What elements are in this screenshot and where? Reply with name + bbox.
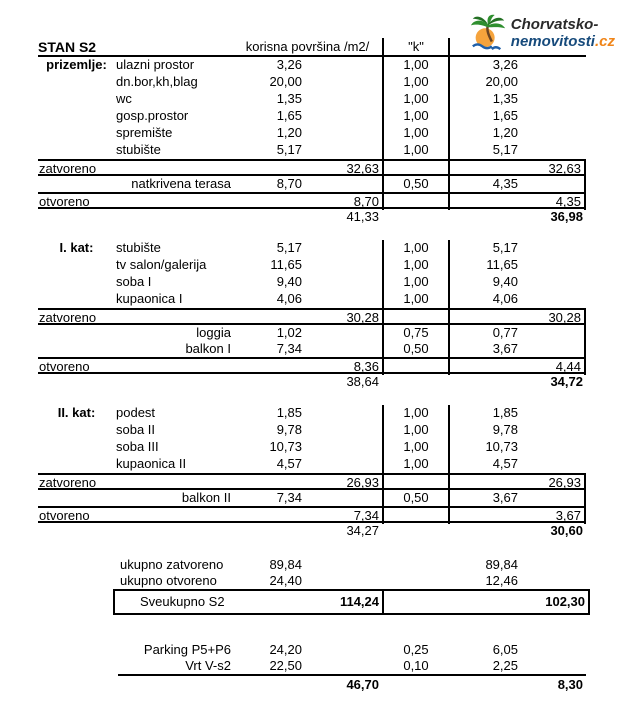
col-header-area: korisna površina /m2/ [245,39,370,54]
zatvoreno-subtotal-row [38,159,586,176]
floor-label [38,456,115,473]
room-k: 1,00 [382,240,450,257]
empty-cell [520,142,586,159]
room-name: gosp.prostor [116,108,189,123]
room-name: wc [116,91,132,106]
section-totals-row [38,374,586,391]
empty-cell [520,456,586,473]
open-room-k: 0,50 [382,341,450,357]
room-row [38,240,586,257]
summary-row [38,573,586,589]
open-room-k: 0,50 [382,176,450,192]
spacer [38,226,586,240]
empty-cell [450,194,520,210]
room-name: spremište [116,125,173,140]
empty-cell [303,405,382,422]
page-title: STAN S2 [38,39,97,55]
empty-cell [520,125,586,142]
empty-cell [520,405,586,422]
extras-block [38,642,586,694]
room-result: 1,35 [492,91,518,106]
empty-cell [303,642,382,658]
empty-cell [303,125,382,142]
extras-result: 2,25 [492,658,518,673]
open-room-k: 0,75 [382,325,450,341]
zatvoreno-label: zatvoreno [39,310,97,325]
section-totals-row [38,523,586,540]
room-k: 1,00 [382,274,450,291]
room-result: 4,06 [492,291,518,306]
empty-cell [233,475,303,491]
open-room-row [38,341,586,357]
room-k: 1,00 [382,439,450,456]
grand-total-result: 102,30 [545,594,585,609]
brand-name-bottom: nemovitosti [510,33,595,50]
room-row [38,57,586,74]
section-totals-row [38,209,586,226]
empty-cell [520,557,586,573]
empty-cell [450,209,520,226]
brand-name-top: Chorvatsko- [510,16,599,33]
room-name: soba I [116,274,152,289]
zatvoreno-area: 26,93 [346,475,379,490]
room-row [38,257,586,274]
empty-cell [520,658,586,674]
extras-area: 22,50 [269,658,302,673]
empty-cell [38,573,115,589]
empty-cell [38,374,233,391]
empty-cell [450,359,520,375]
room-k: 1,00 [382,422,450,439]
empty-cell [520,176,586,192]
room-area: 4,57 [276,456,302,471]
empty-cell [303,291,382,308]
room-k: 1,00 [382,91,450,108]
zatvoreno-result: 30,28 [520,310,586,326]
empty-cell [520,291,586,308]
summary-area: 24,40 [269,573,302,588]
room-k: 1,00 [382,125,450,142]
empty-k-cell [382,310,450,326]
otvoreno-subtotal-row [38,506,586,523]
open-room-area: 7,34 [276,490,302,505]
zatvoreno-area: 32,63 [346,161,379,176]
open-room-result: 0,77 [492,325,518,340]
room-area: 10,73 [269,439,302,454]
room-name: tv salon/galerija [116,257,207,272]
room-name: stubište [116,142,161,157]
empty-cell [303,456,382,473]
empty-cell [450,374,520,391]
room-area: 4,06 [276,291,302,306]
grand-total-left [115,591,384,613]
room-area: 1,20 [276,125,302,140]
empty-cell [520,573,586,589]
floor-label: I. kat: [59,240,94,255]
room-result: 1,85 [492,405,518,420]
extras-row [38,642,586,658]
empty-cell [303,439,382,456]
open-room-row [38,176,586,192]
empty-cell [520,325,586,341]
zatvoreno-result: 26,93 [520,475,586,491]
floor-label [38,74,115,91]
room-result: 9,78 [492,422,518,437]
empty-cell [450,523,520,540]
room-result: 5,17 [492,240,518,255]
room-area: 20,00 [269,74,302,89]
spacer [38,391,586,405]
otvoreno-area: 7,34 [353,508,379,523]
room-row [38,125,586,142]
spacer [38,540,586,557]
empty-k-cell [382,161,450,177]
zatvoreno-label: zatvoreno [39,161,97,176]
otvoreno-result: 4,35 [520,194,586,210]
empty-cell [450,475,520,491]
room-row [38,422,586,439]
grand-total-area: 114,24 [339,594,379,609]
empty-cell [303,274,382,291]
empty-cell [382,374,450,391]
empty-cell [233,676,303,694]
empty-cell [303,74,382,91]
empty-cell [233,523,303,540]
section-total-area: 34,27 [346,523,379,538]
room-result: 3,26 [492,57,518,72]
zatvoreno-subtotal-row [38,308,586,325]
empty-cell [450,161,520,177]
empty-cell [520,57,586,74]
empty-cell [303,142,382,159]
col-header-result [450,38,586,56]
empty-cell [520,642,586,658]
floor-label [38,291,115,308]
room-area: 9,78 [276,422,302,437]
room-result: 1,65 [492,108,518,123]
table-header-row [38,38,586,57]
open-room-row [38,490,586,506]
empty-cell [382,209,450,226]
extras-result: 6,05 [492,642,518,657]
section-total-area: 41,33 [346,209,379,224]
extras-row [38,658,586,674]
section-total-area: 38,64 [346,374,379,389]
room-result: 10,73 [485,439,518,454]
empty-cell [303,257,382,274]
room-k: 1,00 [382,57,450,74]
room-result: 1,20 [492,125,518,140]
otvoreno-label: otvoreno [39,359,90,374]
floor-label [38,142,115,159]
floor-label: II. kat: [57,405,96,420]
empty-cell [233,359,303,375]
room-row [38,456,586,473]
room-result: 4,57 [492,456,518,471]
open-room-row [38,325,586,341]
summary-block [38,557,586,615]
empty-cell [38,209,233,226]
room-k: 1,00 [382,257,450,274]
room-name: stubište [116,240,161,255]
empty-cell [38,523,233,540]
room-name: podest [116,405,156,420]
empty-cell [450,310,520,326]
empty-cell [303,176,382,192]
room-k: 1,00 [382,108,450,125]
otvoreno-subtotal-row [38,357,586,374]
open-room-name: balkon I [185,341,231,356]
zatvoreno-area: 30,28 [346,310,379,325]
empty-cell [520,341,586,357]
room-area: 5,17 [276,142,302,157]
extras-area: 24,20 [269,642,302,657]
empty-cell [520,108,586,125]
floor-label [38,125,115,142]
open-room-k: 0,50 [382,490,450,506]
empty-cell [233,508,303,524]
open-room-name: balkon II [181,490,231,505]
summary-label: ukupno zatvoreno [120,557,224,572]
room-name: ulazni prostor [116,57,195,72]
empty-cell [303,91,382,108]
open-room-area: 1,02 [276,325,302,340]
brand-tld: .cz [594,33,615,50]
room-k: 1,00 [382,405,450,422]
empty-cell [303,490,382,506]
empty-cell [303,557,382,573]
empty-cell [303,108,382,125]
otvoreno-subtotal-row [38,192,586,209]
extras-totals-row [38,676,586,694]
floor-label: prizemlje: [46,57,107,72]
room-area: 11,65 [270,257,302,272]
room-name: kupaonica I [116,291,183,306]
floor-label [38,422,115,439]
summary-result: 12,46 [485,573,518,588]
empty-cell [382,523,450,540]
otvoreno-area: 8,36 [353,359,379,374]
floor-label [38,439,115,456]
summary-label: ukupno otvoreno [120,573,217,588]
otvoreno-result: 3,67 [520,508,586,524]
room-area: 9,40 [276,274,302,289]
empty-cell [303,658,382,674]
summary-result: 89,84 [485,557,518,572]
room-area: 1,85 [276,405,302,420]
empty-cell [520,74,586,91]
empty-cell [303,57,382,74]
empty-k-cell [382,359,450,375]
floor-label [38,91,115,108]
empty-cell [520,439,586,456]
otvoreno-result: 4,44 [520,359,586,375]
empty-cell [382,573,450,589]
empty-cell [450,508,520,524]
col-header-k: "k" [382,38,450,56]
extras-total-area: 46,70 [346,677,379,692]
grand-total-row [113,589,590,615]
zatvoreno-label: zatvoreno [39,475,97,490]
extras-name: Parking P5+P6 [143,642,231,657]
open-room-result: 3,67 [492,341,518,356]
zatvoreno-subtotal-row [38,473,586,490]
open-room-name: natkrivena terasa [131,176,231,191]
empty-cell [303,573,382,589]
room-row [38,74,586,91]
empty-k-cell [382,194,450,210]
empty-cell [233,310,303,326]
empty-cell [38,676,233,694]
summary-area: 89,84 [269,557,302,572]
room-row [38,142,586,159]
floor-label [38,274,115,291]
empty-k-cell [382,508,450,524]
open-room-name: loggia [196,325,231,340]
room-row [38,439,586,456]
extras-name: Vrt V-s2 [185,658,231,673]
empty-cell [233,374,303,391]
section-total-result: 30,60 [550,523,583,538]
otvoreno-label: otvoreno [39,508,90,523]
room-name: soba II [116,422,156,437]
room-area: 3,26 [276,57,302,72]
empty-cell [382,557,450,573]
floor-label [38,257,115,274]
floor-label [38,108,115,125]
room-row [38,274,586,291]
room-row [38,108,586,125]
grand-total-label: Sveukupno S2 [140,594,225,609]
room-row [38,405,586,422]
room-k: 1,00 [382,142,450,159]
open-room-result: 3,67 [492,490,518,505]
room-result: 20,00 [485,74,518,89]
empty-k-cell [382,475,450,491]
room-result: 5,17 [492,142,518,157]
room-k: 1,00 [382,456,450,473]
room-name: dn.bor,kh,blag [116,74,198,89]
room-area: 5,17 [276,240,302,255]
empty-cell [303,325,382,341]
otvoreno-area: 8,70 [353,194,379,209]
extras-total-result: 8,30 [557,677,583,692]
empty-cell [520,274,586,291]
room-name: kupaonica II [116,456,187,471]
empty-cell [38,557,115,573]
summary-row [38,557,586,573]
room-row [38,91,586,108]
room-name: soba III [116,439,159,454]
room-result: 9,40 [492,274,518,289]
room-k: 1,00 [382,74,450,91]
empty-cell [520,422,586,439]
empty-cell [520,257,586,274]
room-row [38,291,586,308]
empty-cell [233,194,303,210]
room-area: 1,65 [276,108,302,123]
empty-cell [303,240,382,257]
empty-cell [303,341,382,357]
empty-cell [233,161,303,177]
empty-cell [520,91,586,108]
room-k: 1,00 [382,291,450,308]
empty-cell [520,240,586,257]
area-calculation-sheet [38,38,586,694]
floor-sections [38,57,586,540]
empty-cell [233,209,303,226]
extras-k: 0,10 [403,658,429,673]
empty-cell [382,676,450,694]
empty-cell [520,490,586,506]
room-area: 1,35 [276,91,302,106]
section-total-result: 36,98 [550,209,583,224]
room-result: 11,65 [486,257,518,272]
empty-cell [303,422,382,439]
open-room-area: 8,70 [276,176,302,191]
empty-cell [450,676,520,694]
spacer [38,615,586,642]
extras-k: 0,25 [403,642,429,657]
section-total-result: 34,72 [550,374,583,389]
open-room-result: 4,35 [492,176,518,191]
open-room-area: 7,34 [276,341,302,356]
zatvoreno-result: 32,63 [520,161,586,177]
otvoreno-label: otvoreno [39,194,90,209]
